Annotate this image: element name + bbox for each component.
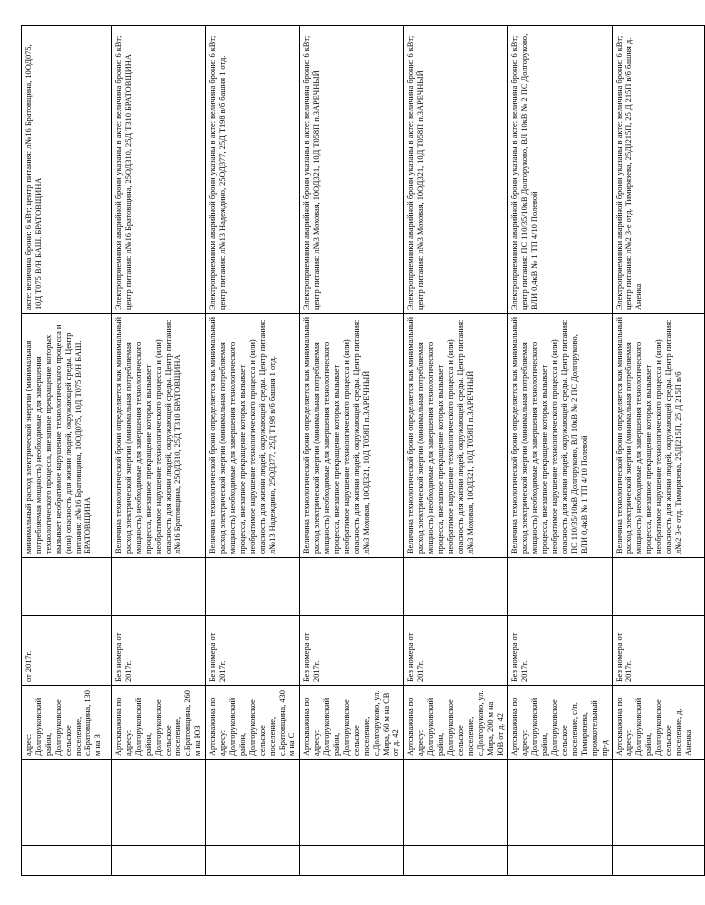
- table-row: [612, 26, 704, 876]
- object-address-text: Артскважина по адресу: Долгоруковский район, Долгоруковское сельское поселение, д. Аненка: [614, 697, 693, 756]
- empty-cell-3: [404, 558, 508, 616]
- object-address-text: Артскважина по адресу: Долгоруковский район, Долгоруковское сельское поселение, с.Братовщина, 260 м на ЮЗ: [114, 690, 203, 756]
- act-date-text: от 2017г.: [24, 650, 33, 682]
- table-body: [22, 26, 705, 876]
- tech-reserve-text: Величина технологической брони определяется как минимальный расход электрической энергии (минимальная потребляемая мощность) необходимые для завершения технологического процесса, внезапное прекращение которых вызывает необратимое нарушение технологического процесса и (или) опасность для жизни людей, окружающей среды. Центр питания: л№3 Моховая, 10ОД321, 10Д Т058П п.ЗАРЕЧНЫЙ: [302, 316, 371, 554]
- emergency-reserve-cell: [612, 26, 704, 314]
- object-address-cell: [22, 686, 112, 760]
- tech-reserve-text: Величина технологической брони определяется как минимальный расход электрической энергии (минимальная потребляемая мощность) необходимые для завершения технологического процесса, внезапное прекращение которых вызывает необратимое нарушение технологического процесса и (или) опасность для жизни людей, окружающей среды. Центр питания: л№16 Братовщина, 25ОД310, 25Д Т310 БРАТОВЩИНА: [114, 316, 183, 554]
- act-date-cell: [22, 616, 112, 686]
- tech-reserve-text: Величина технологической брони определяется как минимальный расход электрической энергии (минимальная потребляемая мощность) необходимые для завершения технологического процесса, внезапное прекращение которых вызывает необратимое нарушение технологического процесса и (или) опасность для жизни людей, окружающей среды. Центр питания: л№2 3-е отд. Тимирязева, 25ДI215П, 25 Д 215П в/б: [614, 316, 683, 554]
- empty-cell-2: [112, 760, 206, 846]
- object-address-cell: [404, 686, 508, 760]
- act-date-cell: [300, 616, 404, 686]
- table-row: [300, 26, 404, 876]
- emergency-reserve-cell: [404, 26, 508, 314]
- object-address-cell: [112, 686, 206, 760]
- act-date-cell: [206, 616, 300, 686]
- empty-cell-1: [300, 846, 404, 876]
- act-date-text: Без номера от 2017г.: [510, 632, 530, 682]
- tech-reserve-cell: [508, 314, 612, 558]
- emergency-reserve-text: Электроприемники аварийной брони указаны в акте: величина брони: 6 кВт; центр питания: л№13 Надеждино, 25ОД377, 25Д Т198 в/б башня 1 отд.: [208, 35, 228, 310]
- object-address-cell: [206, 686, 300, 760]
- object-address-text: адрес: Долгоруковский район, Долгоруковское сельское поселение, с.Братовщина, 130 м на З: [24, 690, 103, 756]
- object-address-text: Артскважина по адресу: Долгоруковский район, Долгоруковское сельское поселение, с.Долгоруково, ул. Мира, 60 м на СВ от д. 42: [302, 690, 401, 756]
- empty-cell-2: [404, 760, 508, 846]
- act-date-text: Без номера от 2017г.: [406, 632, 426, 682]
- tech-reserve-cell: [206, 314, 300, 558]
- emergency-reserve-text: Электроприемники аварийной брони указаны в акте: величина брони: 6 кВт; центр питания: л№3 Моховая, 10ОД321, 10Д Т058П п.ЗАРЕЧНЫЙ: [302, 35, 322, 310]
- object-address-text: Артскважина по адресу: Долгоруковский район, Долгоруковское сельское поселение, с.Братовщина, 430 м на С: [208, 690, 297, 756]
- table-row: [508, 26, 612, 876]
- tech-reserve-text: минимальный расход электрической энергии (минимальная потребляемая мощность) необходимые для завершения технологического процесса, внезапное прекращение которых вызывает необратимое нарушение технологического процесса и (или) опасность для жизни людей, окружающей среды. Центр питания: л№16 Братовщина, 10ОД075, 10Д Т075 В/Н БАШ. БРАТОВЩИНА: [24, 324, 93, 554]
- tech-reserve-cell: [612, 314, 704, 558]
- emergency-reserve-text: акте: величина брони: 6 кВт; центр питания: л№16 Братовщина, 10ОД075, 10Д Т075 В/Н БАШ. БРАТОВЩИНА: [24, 44, 43, 310]
- table-row: [22, 26, 112, 876]
- object-address-text: Артскважина по адресу: Долгоруковский район, Долгоруковское сельское поселение, с.Долгоруково, ул. Мира, 200 м на ЮВ от д. 42: [406, 690, 505, 756]
- power-reserve-table: [21, 25, 705, 876]
- empty-cell-1: [112, 846, 206, 876]
- act-date-cell: [612, 616, 704, 686]
- object-address-text: Артскважина по адресу: Долгоруковский район, Долгоруковское сельское поселение, с/п. Тимирязева, промкотельный пр-д: [510, 697, 609, 756]
- emergency-reserve-cell: [22, 26, 112, 314]
- object-address-cell: [612, 686, 704, 760]
- emergency-reserve-text: Электроприемники аварийной брони указаны в акте: величина брони: 6 кВт; центр питания: л№3 Моховая, 10ОД321, 10Д Т058П п.ЗАРЕЧНЫЙ: [406, 35, 426, 310]
- act-date-cell: [508, 616, 612, 686]
- empty-cell-2: [612, 760, 704, 846]
- act-date-text: Без номера от 2017г.: [114, 632, 133, 682]
- empty-cell-3: [22, 558, 112, 616]
- empty-cell-2: [206, 760, 300, 846]
- act-date-cell: [404, 616, 508, 686]
- empty-cell-3: [508, 558, 612, 616]
- empty-cell-1: [206, 846, 300, 876]
- object-address-cell: [300, 686, 404, 760]
- emergency-reserve-cell: [300, 26, 404, 314]
- act-date-text: Без номера от 2017г.: [208, 632, 228, 682]
- empty-cell-1: [404, 846, 508, 876]
- empty-cell-1: [22, 846, 112, 876]
- table-row: [206, 26, 300, 876]
- empty-cell-1: [612, 846, 704, 876]
- table-row: [404, 26, 508, 876]
- tech-reserve-cell: [112, 314, 206, 558]
- emergency-reserve-text: Электроприемники аварийной брони указаны в акте: величина брони: 6 кВт; центр питания: ПС 110/35/10кВ Долгоруково, ВЛ 10кВ № 2 ПС Долгоруково, ВЛИ 0,4кВ № 1 ТП 4/10 Полевой: [510, 33, 540, 310]
- tech-reserve-text: Величина технологической брони определяется как минимальный расход электрической энергии (минимальная потребляемая мощность) необходимые для завершения технологического процесса, внезапное прекращение которых вызывает необратимое нарушение технологического процесса и (или) опасность для жизни людей, окружающей среды. Центр питания: ПС 110/35/10кВ Долгоруково, ВЛ 10кВ № 2 ПС Долгоруково, ВЛИ 0,4кВ № 1 ТП 4/10 Полевой: [510, 316, 589, 554]
- act-date-text: Без номера от 2017г.: [302, 632, 322, 682]
- empty-cell-3: [112, 558, 206, 616]
- emergency-reserve-text: Электроприемники аварийной брони указаны в акте: величина брони: 6 кВт; центр питания: л№16 Братовщина, 25ОД310, 25Д Т310 БРАТОВЩИНА: [114, 35, 133, 310]
- tech-reserve-cell: [404, 314, 508, 558]
- tech-reserve-cell: [22, 314, 112, 558]
- rotated-table-wrapper: [21, 26, 693, 876]
- emergency-reserve-cell: [508, 26, 612, 314]
- table-row: [112, 26, 206, 876]
- act-date-cell: [112, 616, 206, 686]
- empty-cell-3: [206, 558, 300, 616]
- object-address-cell: [508, 686, 612, 760]
- act-date-text: Без номера от 2017г.: [614, 632, 634, 682]
- emergency-reserve-cell: [112, 26, 206, 314]
- emergency-reserve-text: Электроприемники аварийной брони указаны в акте: величина брони: 6 кВт; центр питания: л№2 3-е отд. Тимирязева, 25ДI215П, 25 Д 215П в/б башня д. Аненка: [614, 35, 644, 310]
- tech-reserve-text: Величина технологической брони определяется как минимальный расход электрической энергии (минимальная потребляемая мощность) необходимые для завершения технологического процесса, внезапное прекращение которых вызывает необратимое нарушение технологического процесса и (или) опасность для жизни людей, окружающей среды. Центр питания: л№13 Надеждино, 25ОД377, 25Д Т198 в/б башня 1 отд.: [208, 316, 277, 554]
- empty-cell-3: [612, 558, 704, 616]
- empty-cell-2: [508, 760, 612, 846]
- tech-reserve-cell: [300, 314, 404, 558]
- emergency-reserve-cell: [206, 26, 300, 314]
- empty-cell-3: [300, 558, 404, 616]
- empty-cell-2: [300, 760, 404, 846]
- empty-cell-2: [22, 760, 112, 846]
- tech-reserve-text: Величина технологической брони определяется как минимальный расход электрической энергии (минимальная потребляемая мощность) необходимые для завершения технологического процесса, внезапное прекращение которых вызывает необратимое нарушение технологического процесса и (или) опасность для жизни людей, окружающей среды. Центр питания: л№3 Моховая, 10ОД321, 10Д Т058П п.ЗАРЕЧНЫЙ: [406, 316, 475, 554]
- empty-cell-1: [508, 846, 612, 876]
